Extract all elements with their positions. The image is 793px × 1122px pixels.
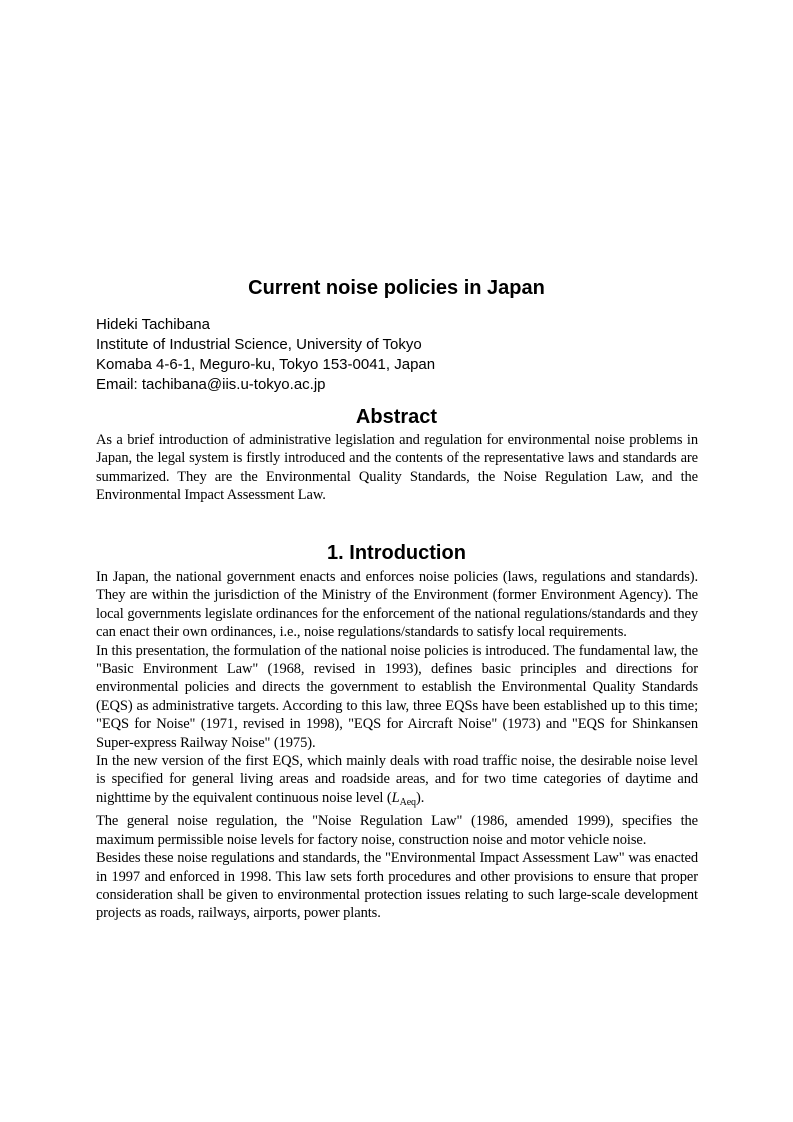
abstract-section: [96, 431, 698, 505]
paragraph-3-text: In the new version of the first EQS, which mainly deals with road traffic noise, the desirable noise level is specified for general living areas and roadside areas, and for two time categories of daytime and nighttime by the equivalent continuous noise level (: [96, 753, 698, 806]
paper-title: Current noise policies in Japan: [248, 277, 545, 299]
abstract-paragraph: As a brief introduction of administrative legislation and regulation for environmental noise problems in Japan, the legal system is firstly introduced and the contents of the representative laws and standards are summarized. They are the Environmental Quality Standards, the Noise Regulation Law, and the Environmental Impact Assessment Law.: [96, 432, 698, 504]
author-affiliation: Institute of Industrial Science, University of Tokyo: [96, 336, 422, 353]
introduction-paragraph-1: In Japan, the national government enacts and enforces noise policies (laws, regulations and standards). They are within the jurisdiction of the Ministry of the Environment (former Environment Agency). The local governments legislate ordinances for the enforcement of the national regulations/standards and they can enact their own ordinances, i.e., noise regulations/standards to satisfy local requirements.: [96, 569, 698, 641]
introduction-heading: 1. Introduction: [327, 542, 466, 564]
author-email: Email: tachibana@iis.u-tokyo.ac.jp: [96, 376, 326, 393]
introduction-paragraph-5: Besides these noise regulations and standards, the "Environmental Impact Assessment Law" was enacted in 1997 and enforced in 1998. This law sets forth procedures and other provisions to ensure that proper consideration shall be given to environmental protection issues relating to such large-scale development projects as roads, railways, airports, power plants.: [96, 850, 698, 922]
laeq-subscript: Aeq: [399, 796, 416, 808]
introduction-paragraph-4: The general noise regulation, the "Noise Regulation Law" (1986, amended 1999), specifies the maximum permissible noise levels for factory noise, construction noise and motor vehicle noise.: [96, 813, 698, 848]
introduction-paragraph-3: [96, 752, 698, 812]
introduction-paragraph-2: In this presentation, the formulation of the national noise policies is introduced. The fundamental law, the "Basic Environment Law" (1968, revised in 1993), defines basic principles and directions for environmental policies and directs the government to establish the Environmental Quality Standards (EQS) as administrative targets. According to this law, three EQSs have been established up to this time; "EQS for Noise" (1971, revised in 1998), "EQS for Aircraft Noise" (1973) and "EQS for Shinkansen Super-express Railway Noise" (1975).: [96, 642, 698, 751]
author-address: Komaba 4-6-1, Meguro-ku, Tokyo 153-0041, Japan: [96, 356, 436, 373]
author-block: [96, 315, 698, 395]
introduction-section: [96, 568, 698, 923]
abstract-heading: Abstract: [355, 406, 438, 428]
paragraph-3-end: ).: [415, 789, 425, 806]
laeq-symbol: L: [391, 789, 400, 806]
author-name: Hideki Tachibana: [96, 316, 210, 333]
